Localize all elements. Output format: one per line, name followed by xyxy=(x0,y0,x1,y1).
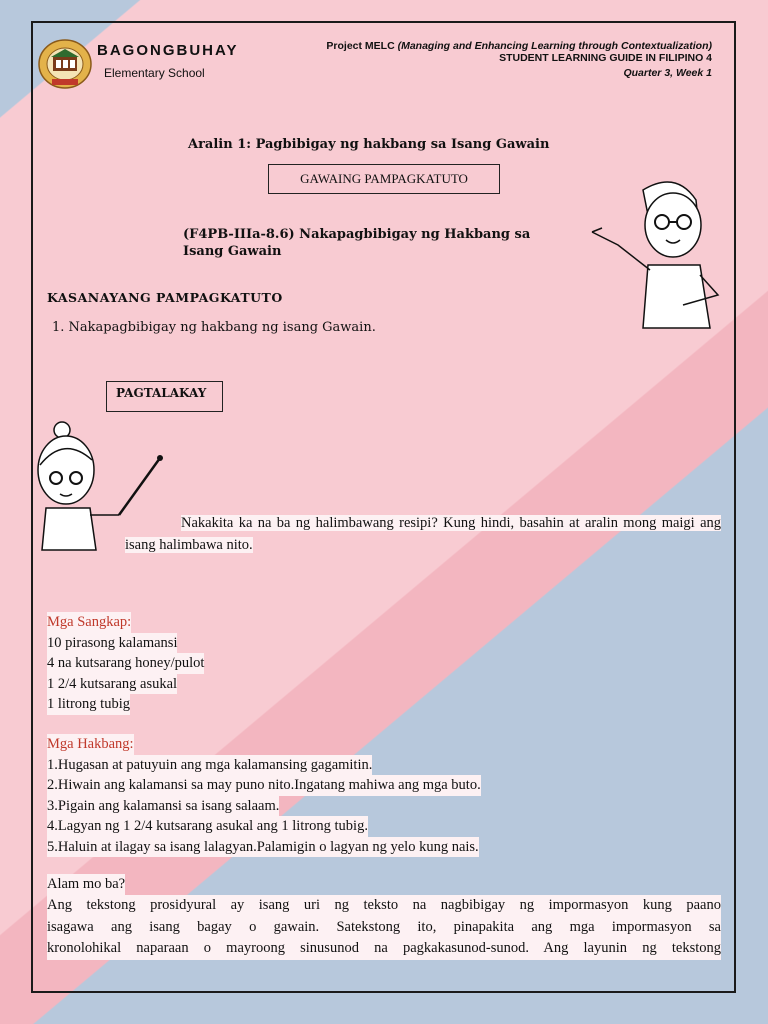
ingredient-item: 10 pirasong kalamansi xyxy=(47,633,177,654)
steps-section xyxy=(47,734,481,857)
skills-heading: KASANAYANG PAMPAGKATUTO xyxy=(47,290,283,305)
did-you-know-paragraph xyxy=(47,895,721,960)
objective-item: 1. Nakapagbibigay ng hakbang ng isang Gawain. xyxy=(52,320,376,335)
step-item: 4.Lagyan ng 1 2/4 kutsarang asukal ang 1 litrong tubig. xyxy=(47,816,368,837)
paragraph-line: kronolohikal naparaan o mayroong sinusunod na pagkakasunod-sunod. Ang layunin ng tekstong xyxy=(47,938,721,960)
school-type: Elementary School xyxy=(104,66,205,80)
intro-paragraph xyxy=(125,512,721,556)
intro-text: Nakakita ka na ba ng halimbawang resipi? Kung hindi, basahin at aralin mong maigi ang isang halimbawa nito. xyxy=(125,515,721,553)
ingredients-section xyxy=(47,612,204,715)
did-you-know-heading: Alam mo ba? xyxy=(47,874,125,895)
paragraph-line: Ang tekstong prosidyural ay isang uri ng teksto na nagbibigay ng impormasyon kung paano xyxy=(47,895,721,917)
competency-code: (F4PB-IIIa-8.6) Nakapagbibigay ng Hakbang sa Isang Gawain xyxy=(183,227,531,259)
quarter-week: Quarter 3, Week 1 xyxy=(623,67,712,79)
ingredient-item: 4 na kutsarang honey/pulot xyxy=(47,653,204,674)
paragraph-line: isagawa ang isang bagay o gawain. Satekstong ito, pinapakita ang mga impormasyon sa xyxy=(47,917,721,939)
discussion-box: PAGTALAKAY xyxy=(106,381,223,412)
lesson-title: Aralin 1: Pagbibigay ng hakbang sa Isang Gawain xyxy=(188,137,550,152)
project-line xyxy=(326,40,712,52)
project-full: (Managing and Enhancing Learning through Contextualization) xyxy=(397,40,712,52)
ingredient-item: 1 2/4 kutsarang asukal xyxy=(47,674,177,695)
boy-teacher-illustration xyxy=(588,170,723,330)
project-prefix: Project MELC xyxy=(326,40,398,52)
step-item: 2.Hiwain ang kalamansi sa may puno nito.Ingatang mahiwa ang mga buto. xyxy=(47,775,481,796)
ingredients-heading: Mga Sangkap: xyxy=(47,612,131,633)
step-item: 5.Haluin at ilagay sa isang lalagyan.Palamigin o lagyan ng yelo kung nais. xyxy=(47,837,479,858)
did-you-know-heading-wrap xyxy=(47,874,125,895)
activity-box: GAWAING PAMPAGKATUTO xyxy=(268,164,500,194)
guide-title: STUDENT LEARNING GUIDE IN FILIPINO 4 xyxy=(499,52,712,64)
steps-heading: Mga Hakbang: xyxy=(47,734,134,755)
step-item: 1.Hugasan at patuyuin ang mga kalamansing gagamitin. xyxy=(47,755,372,776)
ingredient-item: 1 litrong tubig xyxy=(47,694,130,715)
step-item: 3.Pigain ang kalamansi sa isang salaam. xyxy=(47,796,279,817)
school-logo xyxy=(38,39,92,89)
school-name: BAGONGBUHAY xyxy=(97,42,239,59)
